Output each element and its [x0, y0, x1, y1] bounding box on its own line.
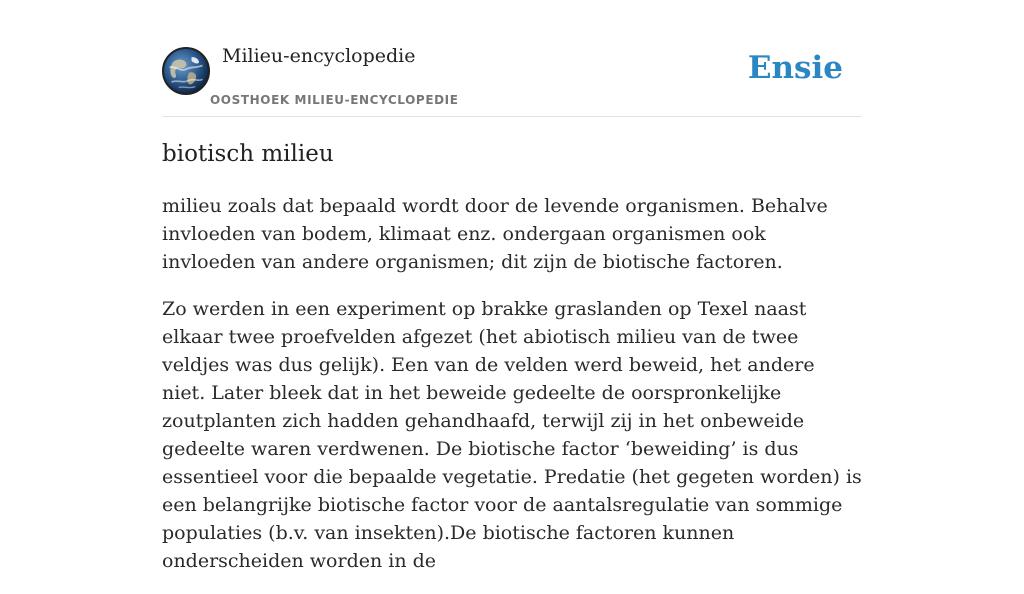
- article-paragraph: Zo werden in een experiment op brakke graslanden op Texel naast elkaar twee proefvelden afgezet (het abiotisch milieu van de twee veldjes was dus gelijk). Een van de velden werd beweid, het andere niet. Later bleek dat in het beweide gedeelte de oorspronkelijke zoutplanten zich hadden gehandhaafd, terwijl zij in het onbeweide gedeelte waren verdwenen. De biotische factor ‘beweiding’ is dus essentieel voor die bepaalde vegetatie. Predatie (het gegeten worden) is een belangrijke biotische factor voor de aantalsregulatie van sommige populaties (b.v. van insekten).De biotische factoren kunnen onderscheiden worden in de: [162, 298, 862, 572]
- earth-globe-icon[interactable]: [162, 47, 210, 95]
- article-content: [162, 138, 862, 594]
- article-paragraph: milieu zoals dat bepaald wordt door de levende organismen. Behalve invloeden van bodem, klimaat enz. ondergaan organismen ook invloeden van andere organismen; dit zijn de biotische factoren.: [162, 195, 828, 273]
- brand-logo-link[interactable]: Ensie: [747, 50, 843, 86]
- site-subtitle[interactable]: OOSTHOEK MILIEU-ENCYCLOPEDIE: [210, 93, 459, 107]
- site-header: [162, 0, 862, 117]
- earth-globe-graphic: [164, 49, 208, 93]
- site-title[interactable]: Milieu-encyclopedie: [222, 45, 416, 67]
- page-title: biotisch milieu: [162, 141, 334, 167]
